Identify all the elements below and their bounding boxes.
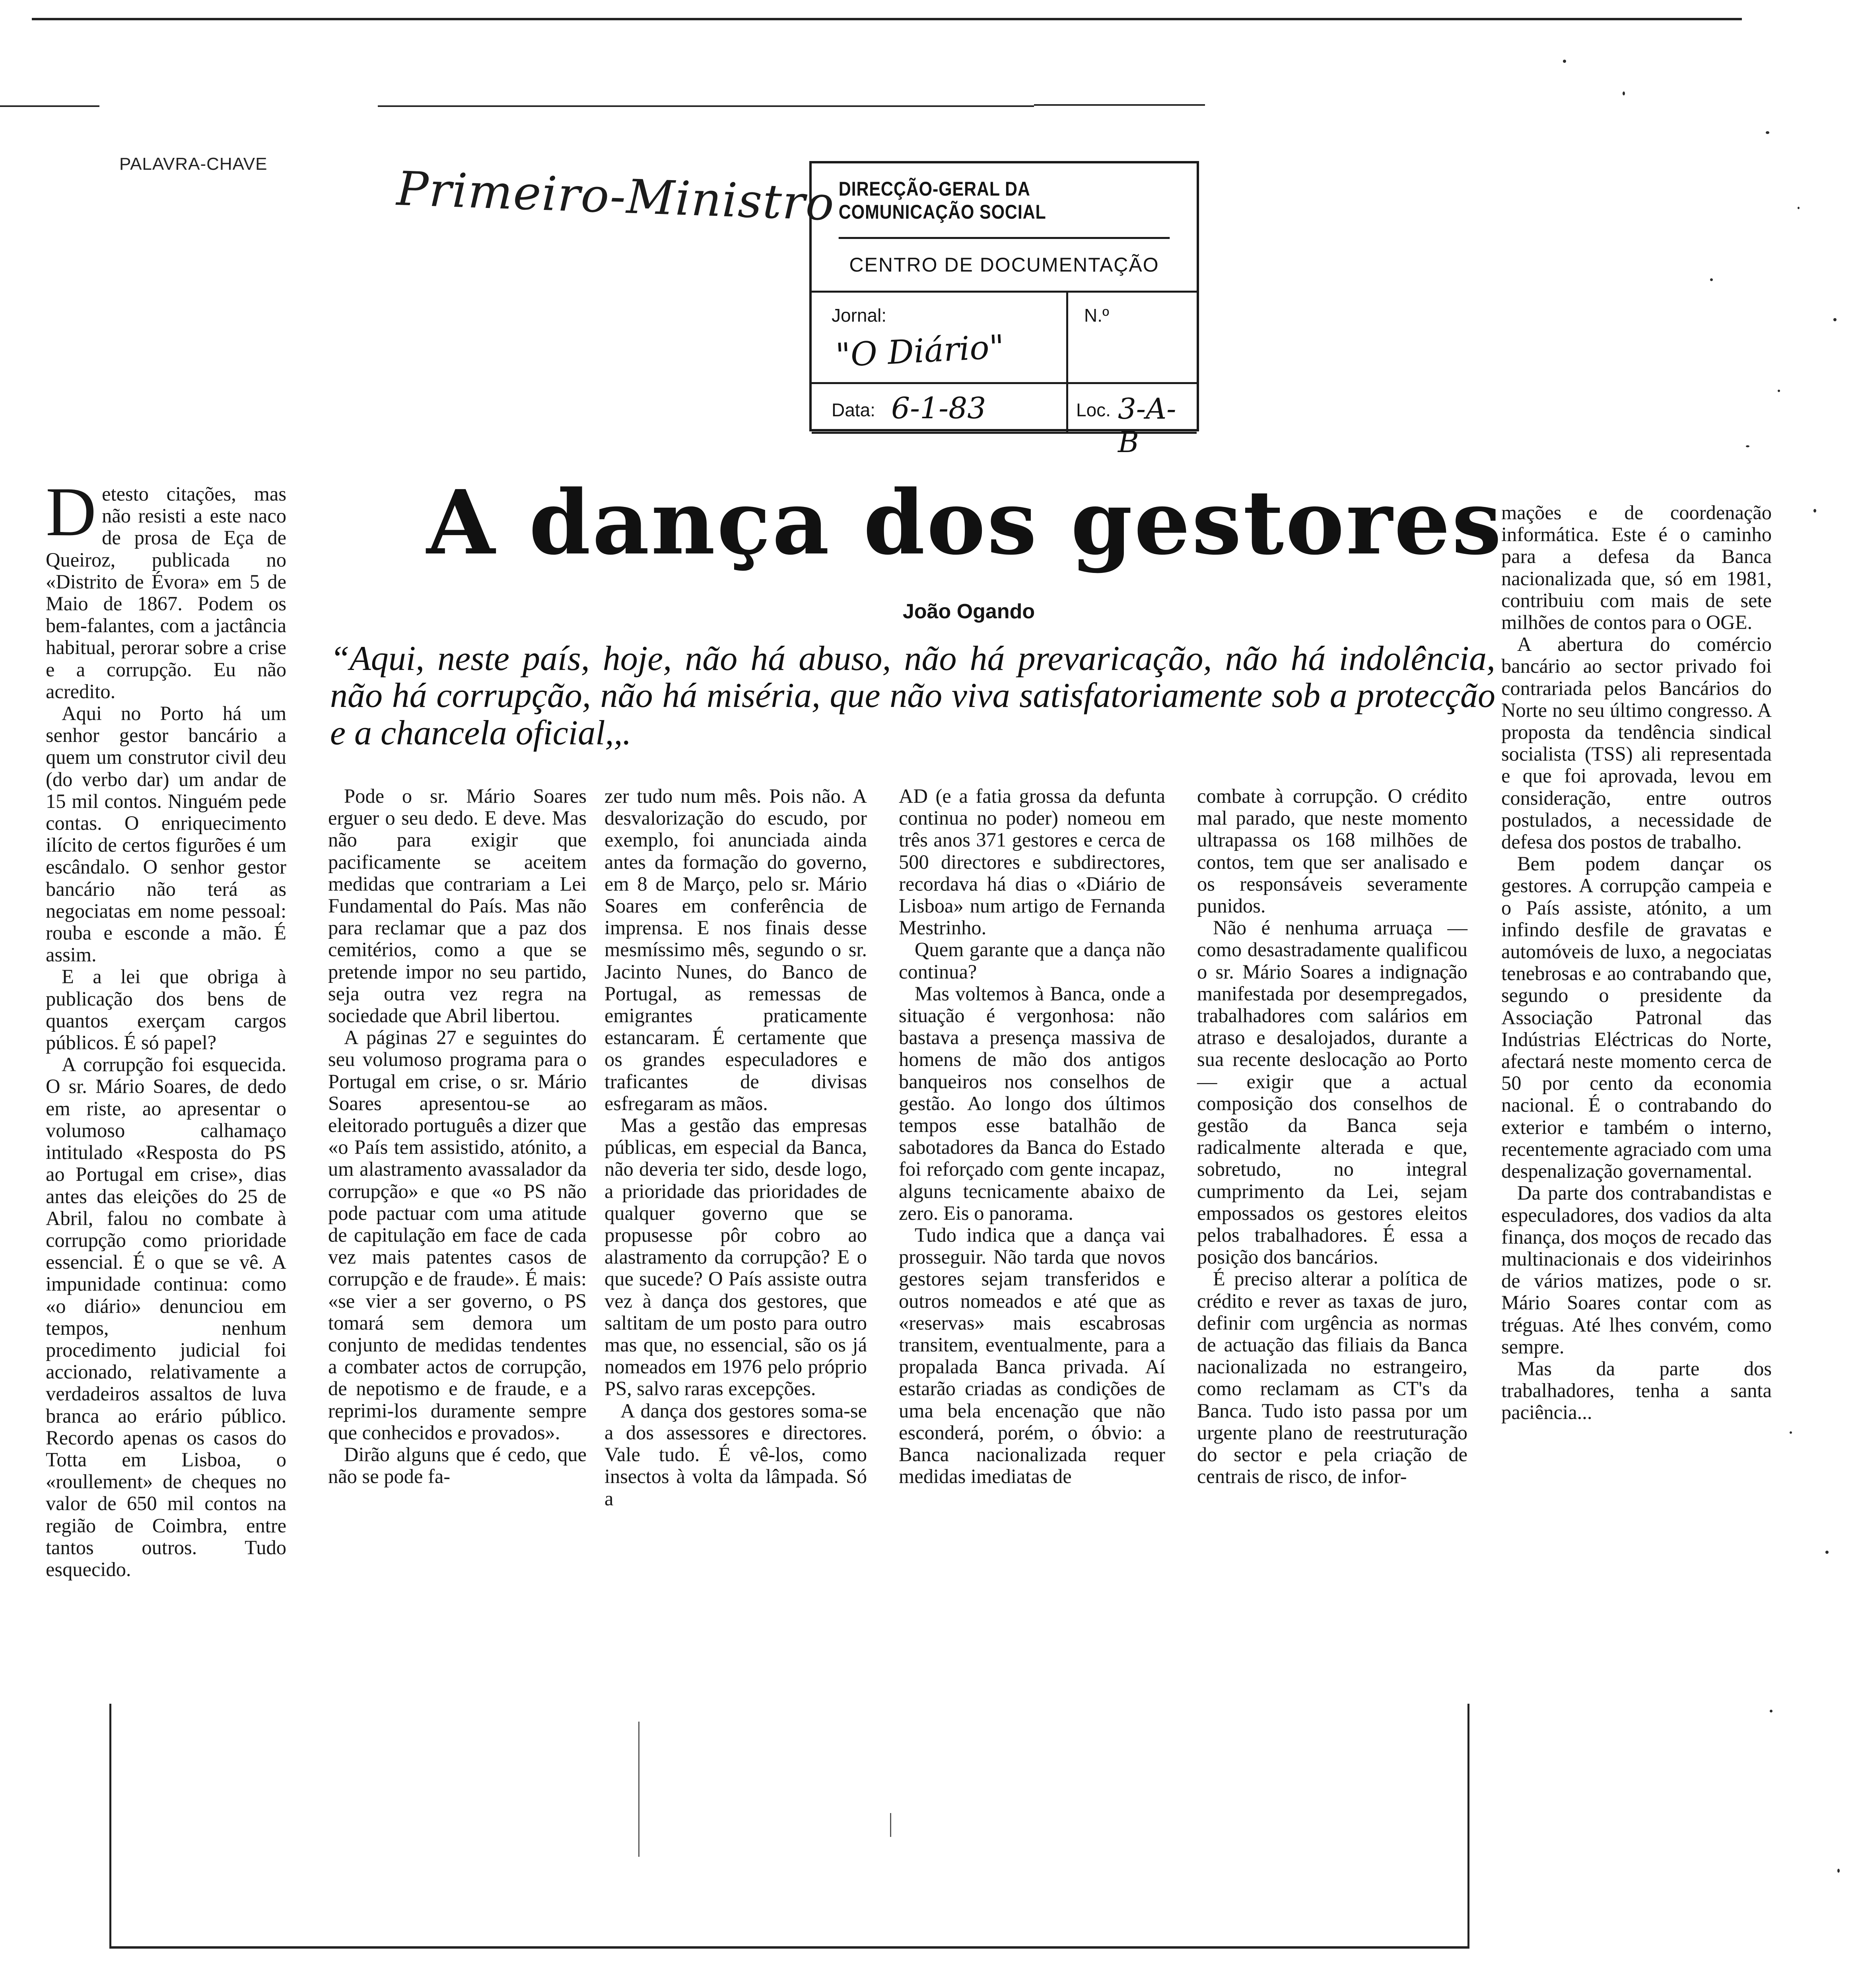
paragraph: Mas voltemos à Banca, onde a situação é vergonhosa: não bastava a presença massiva de homens de mão dos antigos banqueiros nos conselhos de gestão. Ao longo dos últimos tempos esse batalhão de sabotadores da Banca do Estado foi reforçado com gente incapaz, alguns tecnicamente abaixo de zero. Eis o panorama. bbox=[899, 982, 1165, 1224]
stamp-number-label: N.º bbox=[1084, 305, 1109, 326]
paragraph: AD (e a fatia grossa da defunta continua no poder) nomeou em três anos 371 gestores e cerca de 500 directores e subdirectores, recordava há dias o «Diário de Lisboa» num artigo de Fernanda Mestrinho. bbox=[899, 785, 1165, 939]
stamp-location-label: Loc. bbox=[1076, 400, 1111, 420]
article-column-6 bbox=[1501, 502, 1772, 1424]
top-scan-rule bbox=[32, 18, 1742, 20]
paragraph: Mas a gestão das empresas públicas, em especial da Banca, não deveria ter sido, desde logo, a prioridade das prioridades de qualquer governo que se propusesse pôr cobro ao alastramento da corrupção? E o que sucede? O País assiste outra vez à dança dos gestores, que saltitam de um posto para outro mas que, no essencial, são os já nomeados em 1976 pelo próprio PS, salvo raras excepções. bbox=[604, 1114, 867, 1400]
clipping-left-edge bbox=[109, 1704, 111, 1948]
handwritten-subject: Primeiro-Ministro bbox=[396, 161, 836, 231]
stamp-divider bbox=[1066, 384, 1068, 432]
column-divider bbox=[890, 1813, 891, 1837]
stamp-organization: DIRECÇÃO-GERAL DA COMUNICAÇÃO SOCIAL bbox=[839, 163, 1170, 239]
stamp-date-label: Data: bbox=[832, 400, 875, 420]
paragraph: mações e de coordenação informática. Este é o caminho para a defesa da Banca nacionalizada que, só em 1981, contribuiu com mais de sete milhões de contos para o OGE. bbox=[1501, 501, 1772, 634]
archive-stamp bbox=[809, 161, 1199, 459]
article-column-3 bbox=[604, 785, 867, 1510]
upper-scan-rule-right bbox=[1034, 104, 1205, 106]
paragraph: Dirão alguns que é cedo, que não se pode fa- bbox=[328, 1443, 587, 1488]
article-column-4 bbox=[899, 785, 1165, 1488]
column-divider bbox=[638, 1722, 639, 1857]
paragraph: A páginas 27 e seguintes do seu volumoso programa para o Portugal em crise, o sr. Mário Soares apresentou-se ao eleitorado português a dizer que «o País tem assistido, atónito, a um alastramento avassalador da corrupção» e que «o PS não pode pactuar com uma atitude de capitulação em face de cada vez mais patentes casos de corrupção e de fraude». É mais: «se vier a ser governo, o PS tomará sem demora um conjunto de medidas tendentes a combater actos de corrupção, de nepotismo e de fraude, e a reprimi-los duramente sempre que conhecidos e provados». bbox=[328, 1026, 587, 1444]
stamp-date-row bbox=[812, 384, 1197, 459]
paragraph: Pode o sr. Mário Soares erguer o seu dedo. E deve. Mas não para exigir que pacificamente se aceitem medidas que contrariam a Lei Fundamental do País. Mas não para reclamar que a paz dos cemitérios, como a que se pretende impor no seu partido, seja outra vez regra na sociedade que Abril libertou. bbox=[328, 785, 587, 1027]
paragraph: Mas da parte dos trabalhadores, tenha a santa paciência... bbox=[1501, 1357, 1772, 1424]
article-byline: João Ogando bbox=[902, 600, 1035, 623]
paragraph: Não é nenhuma arruaça — como desastradamente qualificou o sr. Mário Soares a indignação manifestada por desempregados, trabalhadores com salários em atraso e desalojados, durante a sua recente deslocação ao Porto — exigir que a actual composição dos conselhos de gestão da Banca seja radicalmente alterada e que, sobretudo, no integral cumprimento da Lei, sejam empossados os gestores eleitos pelos trabalhadores. É essa a posição dos bancários. bbox=[1197, 916, 1467, 1268]
paragraph: combate à corrupção. O crédito mal parado, que neste momento ultrapassa os 168 milhões de contos, tem que ser analisado e os responsáveis severamente punidos. bbox=[1197, 785, 1467, 917]
stamp-location-value: 3-A-B bbox=[1118, 392, 1176, 459]
stamp-center: CENTRO DE DOCUMENTAÇÃO bbox=[812, 239, 1197, 293]
paragraph: A dança dos gestores soma-se a dos assessores e directores. Vale tudo. É vê-los, como insectos à volta da lâmpada. Só a bbox=[604, 1399, 867, 1510]
clipping-right-edge bbox=[1467, 1704, 1469, 1948]
article-column-5 bbox=[1197, 785, 1467, 1488]
drop-cap: D bbox=[46, 473, 97, 551]
paragraph: zer tudo num mês. Pois não. A desvalorização do escudo, por exemplo, foi anunciada ainda antes da formação do governo, em 8 de Março, pelo sr. Mário Soares em conferência de imprensa. E nos finais desse mesmíssimo mês, segundo o sr. Jacinto Nunes, do Banco de Portugal, as remessas de emigrantes praticamente estancaram. É certamente que os grandes especuladores e traficantes de divisas esfregaram as mãos. bbox=[604, 785, 867, 1114]
paragraph: E a lei que obriga à publicação dos bens de quantos exerçam cargos públicos. É só papel? bbox=[46, 965, 286, 1054]
article-pullquote: “Aqui, neste país, hoje, não há abuso, não há prevaricação, não há indolência, não há corrupção, não há miséria, que não viva satisfatoriamente sob a protecção e a chancela oficial,,. bbox=[330, 639, 1495, 752]
stamp-divider bbox=[1066, 293, 1068, 382]
article-column-2 bbox=[328, 785, 587, 1488]
upper-scan-rule-left bbox=[0, 105, 99, 107]
paragraph: Bem podem dançar os gestores. A corrupção campeia e o País assiste, atónito, a um infindo desfile de gravatas e automóveis de luxo, a negociatas tenebrosas e ao contrabando que, segundo o presidente da Associação Patronal das Indústrias Eléctricas do Norte, afectará neste momento cerca de 50 por cento da economia nacional. É o contrabando do exterior e também o interno, recentemente agraciado com uma despenalização governamental. bbox=[1501, 852, 1772, 1182]
paragraph: A abertura do comércio bancário ao sector privado foi contrariada pelos Bancários do Norte no seu último congresso. A proposta da tendência sindical socialista (TSS) ali representada e que foi aprovada, levou em consideração, entre outros postulados, a necessidade de defesa dos postos de trabalho. bbox=[1501, 633, 1772, 853]
article-headline: A dança dos gestores bbox=[426, 471, 1503, 575]
paragraph: É preciso alterar a política de crédito e rever as taxas de juro, definir com urgência as normas de actuação das filiais da Banca nacionalizada no estrangeiro, como reclamam as CT's da Banca. Tudo isto passa por um urgente plano de reestruturação do sector e pela criação de centrais de risco, de infor- bbox=[1197, 1268, 1467, 1488]
paragraph: etesto citações, mas não resisti a este naco de prosa de Eça de Queiroz, publicada no «Distrito de Évora» em 5 de Maio de 1867. Podem os bem-falantes, com a jactância habitual, perorar sobre a crise e a corrupção. Eu não acredito. bbox=[46, 483, 286, 703]
upper-scan-rule-mid bbox=[378, 105, 1034, 107]
paragraph: Quem garante que a dança não continua? bbox=[899, 938, 1165, 983]
stamp-journal-label: Jornal: bbox=[832, 305, 887, 326]
clipping-bottom-edge bbox=[109, 1946, 1469, 1949]
paragraph: Aqui no Porto há um senhor gestor bancário a quem um construtor civil deu (do verbo dar) um andar de 15 mil contos. Ninguém pede contas. O enriquecimento ilícito de certos figurões é um escândalo. O senhor gestor bancário não terá as negociatas em nome pessoal: rouba e esconde a mão. É assim. bbox=[46, 702, 286, 966]
stamp-date-value: 6-1-83 bbox=[891, 391, 986, 425]
paragraph: Tudo indica que a dança vai prosseguir. Não tarda que novos gestores sejam transferidos e outros nomeados e até que as «reservas» mais escabrosas transitem, eventualmente, para a propalada Banca privada. Aí estarão criadas as condições de uma bela encenação que não esconderá, porém, o óbvio: a Banca nacionalizada requer medidas imediatas de bbox=[899, 1224, 1165, 1488]
stamp-journal-row bbox=[812, 293, 1197, 384]
stamp-journal-value: "O Diário" bbox=[834, 328, 1005, 375]
article-column-1 bbox=[46, 473, 286, 1580]
paragraph: A corrupção foi esquecida. O sr. Mário Soares, de dedo em riste, ao apresentar o volumoso calhamaço intitulado «Resposta do PS ao Portugal em crise», dias antes das eleições do 25 de Abril, falou no combate à corrupção como prioridade essencial. É o que se vê. A impunidade continua: como «o diário» denunciou em tempos, nenhum procedimento judicial foi accionado, relativamente a verdadeiros assaltos de luva branca ao erário público. Recordo apenas os casos do Totta em Lisboa, o «roullement» de cheques no valor de 650 mil contos na região de Coimbra, entre tantos outros. Tudo esquecido. bbox=[46, 1053, 286, 1580]
paragraph: Da parte dos contrabandistas e especuladores, dos vadios da alta finança, dos moços de recado das multinacionais e dos videirinhos de vários matizes, pode o sr. Mário Soares contar com as tréguas. Até lhes convém, como sempre. bbox=[1501, 1182, 1772, 1358]
keyword-label: PALAVRA-CHAVE bbox=[119, 154, 268, 174]
